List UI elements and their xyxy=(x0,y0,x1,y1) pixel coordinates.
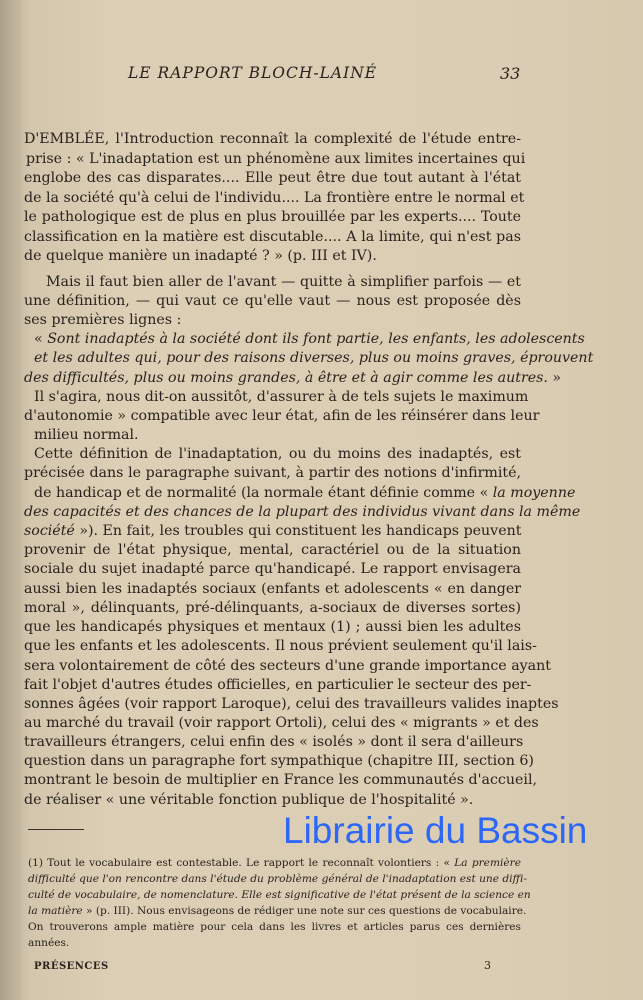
body-line xyxy=(24,208,521,226)
text: précisée dans le paragraphe suivant, à partir des notions d'infirmité, xyxy=(24,465,521,481)
text: prise : « L'inadaptation est un phénomène aux limites incertaines qui xyxy=(26,151,526,167)
footnote-line xyxy=(28,872,528,886)
italic-text: la moyenne xyxy=(492,485,576,501)
body-line xyxy=(24,130,521,148)
text: le pathologique est de plus en plus brouillée par les experts.... Toute xyxy=(24,209,521,225)
italic-text: la matière xyxy=(28,905,83,917)
body-line xyxy=(26,150,526,168)
text: sonnes âgées (voir rapport Laroque), celui des travailleurs valides inaptes xyxy=(24,696,559,712)
body-line xyxy=(34,445,521,463)
italic-text: et les adultes qui, pour des raisons diverses, plus ou moins graves, éprouvent xyxy=(34,350,594,366)
text: de la société qu'à celui de l'individu.... La frontière entre le normal et xyxy=(24,190,525,206)
body-line xyxy=(24,369,562,387)
body-line xyxy=(24,599,521,617)
body-line xyxy=(24,637,537,655)
footer-journal-name: PRÉSENCES xyxy=(34,961,109,972)
body-line xyxy=(24,247,521,265)
italic-text: culté de vocabulaire, de nomenclature. Elle est significative de l'état présent de la science en xyxy=(28,889,531,901)
body-line xyxy=(24,618,521,636)
text: » (p. III). Nous envisageons de rédiger une note sur ces questions de vocabulaire. xyxy=(82,905,527,917)
footnote-rule xyxy=(28,829,84,830)
text: sociale du sujet inadapté parce qu'handicapé. Le rapport envisagera xyxy=(24,561,521,577)
body-line xyxy=(24,292,521,310)
body-line xyxy=(24,189,525,207)
footnote-line xyxy=(28,904,527,918)
text: »). En fait, les troubles qui constituent les handicaps peuvent xyxy=(74,523,522,539)
text: au marché du travail (voir rapport Ortoli), celui des « migrants » et des xyxy=(24,715,539,731)
body-line xyxy=(24,657,551,675)
text: englobe des cas disparates.... Elle peut être due tout autant à l'état xyxy=(24,170,521,186)
body-line xyxy=(24,560,521,578)
body-line xyxy=(24,541,521,559)
text: travailleurs étrangers, celui enfin des « isolés » dont il sera d'ailleurs xyxy=(24,734,524,750)
body-line xyxy=(24,676,532,694)
body-line xyxy=(24,407,540,425)
body-line xyxy=(24,580,521,598)
text: » xyxy=(547,370,562,386)
italic-text: difficulté que l'on rencontre dans l'étude du problème général de l'inadaptation est une diffi- xyxy=(28,873,528,885)
italic-text: société xyxy=(24,523,75,539)
footer-signature-number: 3 xyxy=(484,959,491,972)
text: d'autonomie » compatible avec leur état, afin de les réinsérer dans leur xyxy=(24,408,540,424)
body-line xyxy=(24,752,534,770)
page-edge xyxy=(0,0,22,1000)
body-line xyxy=(24,503,581,521)
text: de quelque manière un inadapté ? » (p. III et IV). xyxy=(24,248,377,264)
text: Mais il faut bien aller de l'avant — quitte à simplifier parfois — et xyxy=(46,274,521,290)
text: montrant le besoin de multiplier en France les communautés d'accueil, xyxy=(24,772,537,788)
text: sera volontairement de côté des secteurs d'une grande importance ayant xyxy=(24,658,551,674)
body-line xyxy=(24,169,521,187)
body-line xyxy=(24,695,559,713)
page-number: 33 xyxy=(500,64,521,83)
italic-text: La première xyxy=(454,857,521,869)
italic-text: Sont inadaptés à la société dont ils font partie, les enfants, les adolescents xyxy=(47,331,585,347)
body-line xyxy=(24,464,521,482)
text: une définition, — qui vaut ce qu'elle vaut — nous est proposée dès xyxy=(24,293,521,309)
running-title: LE RAPPORT BLOCH-LAINÉ xyxy=(128,64,378,82)
text: Il s'agira, nous dit-on aussitôt, d'assurer à de tels sujets le maximum xyxy=(34,389,529,405)
text: ses premières lignes : xyxy=(24,312,182,328)
watermark: Librairie du Bassin xyxy=(283,810,588,851)
body-line xyxy=(24,228,521,246)
footnote-line xyxy=(28,888,531,902)
body-line xyxy=(34,330,585,348)
body-line xyxy=(24,522,521,540)
text: provenir de l'état physique, mental, caractériel ou de la situation xyxy=(24,542,521,558)
italic-text: des capacités et des chances de la plupart des individus vivant dans la même xyxy=(24,504,581,520)
text: de handicap et de normalité (la normale étant définie comme « xyxy=(34,485,493,501)
text: que les handicapés physiques et mentaux (1) ; aussi bien les adultes xyxy=(24,619,521,635)
text: (1) Tout le vocabulaire est contestable. Le rapport le reconnaît volontiers : « xyxy=(28,857,455,869)
text: aussi bien les inadaptés sociaux (enfants et adolescents « en danger xyxy=(24,581,521,597)
text: milieu normal. xyxy=(34,427,139,443)
text: classification en la matière est discutable.... A la limite, qui n'est pas xyxy=(24,229,521,245)
body-line xyxy=(24,714,539,732)
body-line xyxy=(34,426,521,444)
text: D'EMBLÉE, l'Introduction reconnaît la complexité de l'étude entre- xyxy=(24,131,521,147)
body-line xyxy=(46,273,521,291)
text: de réaliser « une véritable fonction publique de l'hospitalité ». xyxy=(24,792,474,808)
body-line xyxy=(24,771,537,789)
body-line xyxy=(24,791,521,809)
text: fait l'objet d'autres études officielles, en particulier le secteur des per- xyxy=(24,677,532,693)
footnote-line xyxy=(28,920,521,934)
body-line xyxy=(24,311,521,329)
body-line xyxy=(34,349,594,367)
text: « xyxy=(34,331,48,347)
body-line xyxy=(24,733,524,751)
italic-text: des difficultés, plus ou moins grandes, à être et à agir comme les autres. xyxy=(24,370,548,386)
text: moral », délinquants, pré-délinquants, a-sociaux de diverses sortes) xyxy=(24,600,521,616)
body-line xyxy=(34,484,576,502)
text: années. xyxy=(28,937,70,949)
footnote-line xyxy=(28,856,521,870)
text: Cette définition de l'inadaptation, ou du moins des inadaptés, est xyxy=(34,446,521,462)
footnote-line xyxy=(28,936,521,950)
text: question dans un paragraphe fort sympathique (chapitre III, section 6) xyxy=(24,753,534,769)
text: que les enfants et les adolescents. Il nous prévient seulement qu'il lais- xyxy=(24,638,537,654)
text: On trouverons ample matière pour cela dans les livres et articles parus ces dernières xyxy=(28,921,521,933)
body-line xyxy=(34,388,529,406)
